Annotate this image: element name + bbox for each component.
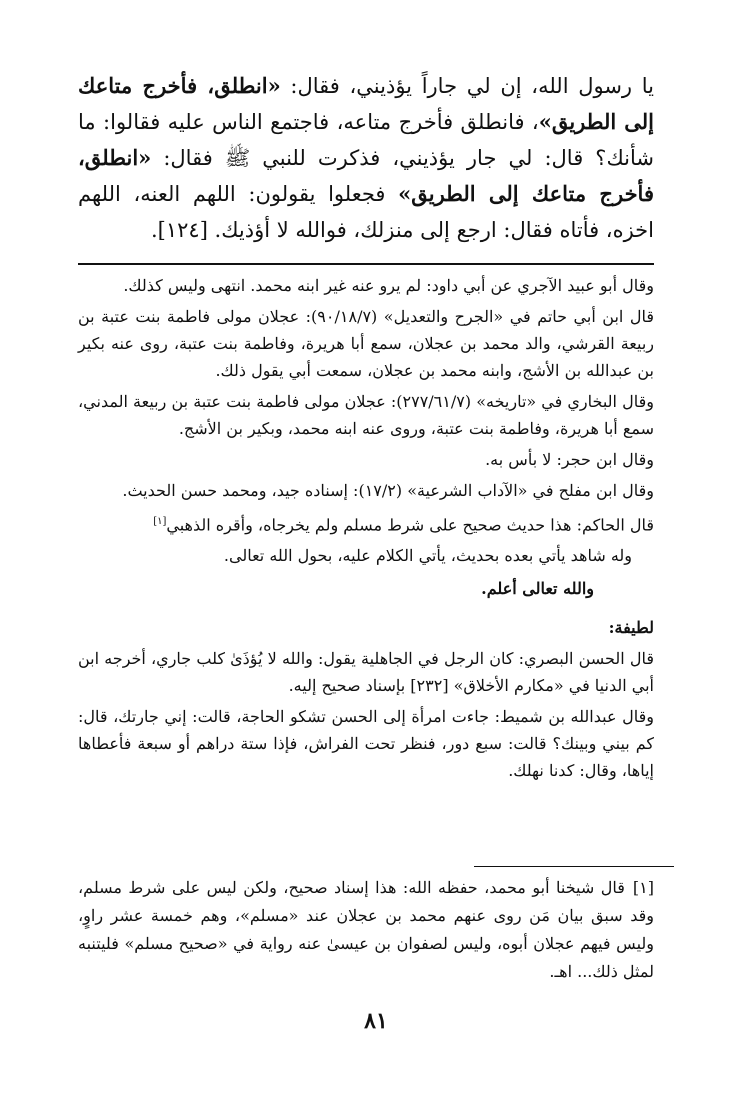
commentary-paragraph: قال الحسن البصري: كان الرجل في الجاهلية يقول: والله لا يُؤذَىٰ كلب جاري، أخرجه ابن أبي الدنيا في «مكارم الأخلاق» [٢٣٢] بإسناد صحيح إليه. xyxy=(78,649,654,696)
commentary-paragraph: وقال عبدالله بن شميط: جاءت امرأة إلى الحسن تشكو الحاجة، قالت: إني جارتك، قال: كم بيني وبينك؟ قالت: سبع دور، فنظر تحت الفراش، فإذا ستة دراهم أو سبعة فأعطاها إياها، وقال: كدنا نهلك. xyxy=(78,707,654,781)
footnote-text: قال شيخنا أبو محمد، حفظه الله: هذا إسناد صحيح، ولكن ليس على شرط مسلم، وقد سبق بيان مَن روى عنهم محمد بن عجلان عند «مسلم»، وهم خمسة عشر راوٍ، وليس فيهم عجلان أبوه، وليس لصفوان بن عيسىٰ عنه رواية في «صحيح مسلم» فليتنبه لمثل ذلك... اهـ. xyxy=(78,878,654,981)
footnote-number: [١] xyxy=(632,878,654,897)
commentary-paragraph xyxy=(78,508,654,538)
page-number: ٨١ xyxy=(364,1008,388,1034)
main-paragraph xyxy=(78,68,654,248)
footnote xyxy=(78,874,654,986)
commentary-paragraph: وقال أبو عبيد الآجري عن أبي داود: لم يرو عنه غير ابنه محمد. انتهى وليس كذلك. xyxy=(123,276,654,295)
footnote-separator xyxy=(474,866,674,867)
section-heading: لطيفة: xyxy=(608,618,654,638)
prophet-quote: «انطلق، فأخرج متاعك إلى الطريق» xyxy=(78,73,655,134)
main-text-part: فجعلوا يقولون: اللهم العنه، اللهم اخزه، فأتاه فقال: ارجع إلى منزلك، فوالله لا أؤذيك. [١٢٤]. xyxy=(78,182,654,242)
commentary-paragraph: وقال ابن مفلح في «الآداب الشرعية» (١٧/٢): إسناده جيد، ومحمد حسن الحديث. xyxy=(122,481,654,500)
hakim-statement: قال الحاكم: هذا حديث صحيح على شرط مسلم ولم يخرجاه، وأقره الذهبي xyxy=(166,515,654,535)
main-text-part: ، فانطلق فأخرج متاعه، فاجتمع الناس عليه فقالوا: ما شأنك؟ قال: لي جار يؤذيني، فذكرت للنبي ﷺ فقال: xyxy=(78,110,654,170)
conclusion-text: والله تعالى أعلم. xyxy=(481,579,594,599)
commentary-paragraph: وقال البخاري في «تاريخه» (٢٧٧/٦١/٧): عجلان مولى فاطمة بنت عتبة بن ربيعة المدني، سمع أبا هريرة، وفاطمة بنت عتبة، وروى عنه ابنه محمد، وبكير بن الأشج. xyxy=(78,392,654,438)
main-text-block xyxy=(78,68,654,248)
footnote-reference[interactable]: [١] xyxy=(153,516,167,527)
commentary-paragraph: قال ابن أبي حاتم في «الجرح والتعديل» (٩٠/١٨/٧): عجلان مولى فاطمة بنت عتبة بن ربيعة القرشي، والد محمد بن عجلان، سمع أبا هريرة، وفاطمة بنت عتبة، روى عنه بكير بن عبدالله بن الأشج، وابنه محمد بن عجلان، سمعت أبي يقول ذلك. xyxy=(78,307,654,380)
separator-line xyxy=(78,263,654,265)
commentary-block xyxy=(78,272,654,788)
prophet-quote: «انطلق، فأخرج متاعك إلى الطريق» xyxy=(78,145,654,206)
commentary-paragraph: وقال ابن حجر: لا بأس به. xyxy=(485,450,654,469)
commentary-paragraph: وله شاهد يأتي بعده بحديث، يأتي الكلام عليه، بحول الله تعالى. xyxy=(223,546,632,566)
main-text-part: يا رسول الله، إن لي جاراً يؤذيني، فقال: xyxy=(280,74,655,98)
